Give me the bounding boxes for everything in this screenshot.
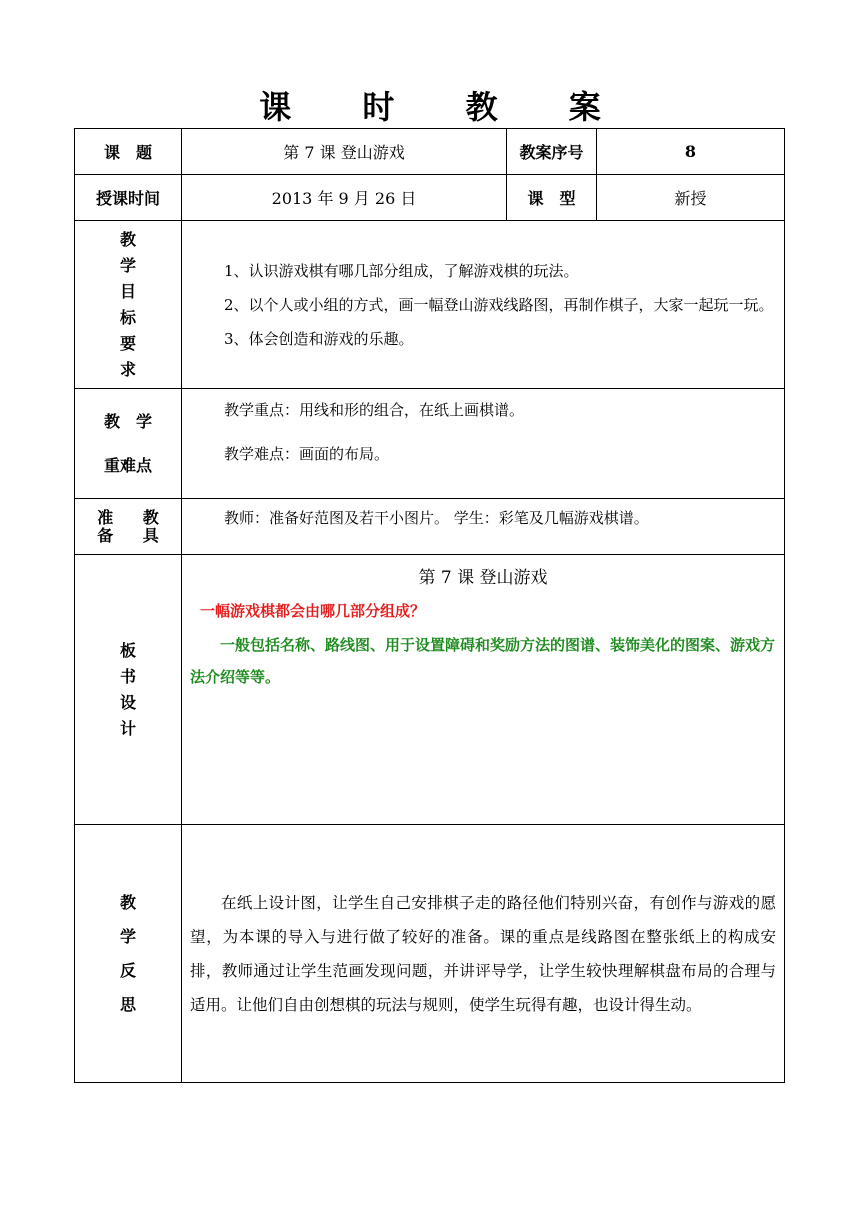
board-label-char: 计	[119, 718, 136, 738]
board-answer: 一般包括名称、路线图、用于设置障碍和奖励方法的图谱、装饰美化的图案、游戏方法介绍等等。	[190, 636, 776, 686]
topic-label: 课 题	[75, 129, 182, 175]
time-label: 授课时间	[75, 175, 182, 221]
type-label: 课 型	[507, 175, 597, 221]
focus-row	[75, 389, 785, 499]
objective-item: 1、认识游戏棋有哪几部分组成，了解游戏棋的玩法。	[224, 261, 579, 280]
board-row	[75, 555, 785, 825]
focus-label-line: 教 学	[103, 411, 152, 431]
prep-label-line: 准 教	[97, 507, 171, 527]
page-title: 课 时 教 案	[259, 88, 631, 126]
board-question: 一幅游戏棋都会由哪几部分组成？	[200, 602, 426, 620]
lesson-plan-table	[74, 128, 785, 1083]
prep-row	[75, 499, 785, 555]
time-value: 2013 年 9 月 26 日	[182, 175, 507, 221]
prep-label-line: 备 具	[97, 525, 171, 545]
board-heading: 第 7 课 登山游戏	[418, 568, 548, 588]
objectives-label-char: 学	[119, 255, 136, 275]
prep-text: 教师：准备好范图及若干小图片。 学生：彩笔及几幅游戏棋谱。	[224, 509, 649, 527]
reflection-row	[75, 825, 785, 1083]
objectives-label-char: 求	[119, 359, 136, 379]
reflection-label-char: 教	[119, 892, 136, 912]
reflection-content	[182, 825, 785, 1083]
objective-item: 3、体会创造和游戏的乐趣。	[224, 329, 414, 348]
board-content	[182, 555, 785, 825]
board-label-char: 板	[119, 640, 136, 660]
seq-value: 8	[597, 129, 785, 175]
focus-content	[182, 389, 785, 499]
topic-value: 第 7 课 登山游戏	[182, 129, 507, 175]
difficulty: 教学难点：画面的布局。	[224, 445, 390, 463]
objectives-label-char: 目	[119, 281, 136, 301]
reflection-label-char: 思	[119, 994, 136, 1014]
reflection-label-char: 学	[119, 926, 136, 946]
prep-content	[182, 499, 785, 555]
objectives-content	[182, 221, 785, 389]
focus-label	[75, 389, 182, 499]
time-row	[75, 175, 785, 221]
focus-label-line: 重难点	[103, 455, 152, 475]
objective-item: 2、以个人或小组的方式，画一幅登山游戏线路图，再制作棋子，大家一起玩一玩。	[224, 295, 774, 314]
seq-label: 教案序号	[507, 129, 597, 175]
objectives-label	[75, 221, 182, 389]
objectives-label-char: 标	[119, 307, 136, 327]
objectives-row	[75, 221, 785, 389]
reflection-label	[75, 825, 182, 1083]
reflection-label-char: 反	[119, 960, 136, 980]
reflection-text: 在纸上设计图，让学生自己安排棋子走的路径他们特别兴奋，有创作与游戏的愿望，为本课的导入与进行做了较好的准备。课的重点是线路图在整张纸上的构成安排，教师通过让学生范画发现问题，并讲评导学，让学生较快理解棋盘布局的合理与适用。让他们自由创想棋的玩法与规则，使学生玩得有趣，也设计得生动。	[190, 893, 776, 1014]
key-point: 教学重点：用线和形的组合，在纸上画棋谱。	[224, 401, 525, 419]
objectives-label-char: 教	[119, 229, 136, 249]
board-label-char: 书	[119, 666, 136, 686]
topic-row	[75, 129, 785, 175]
objectives-label-char: 要	[119, 333, 136, 353]
prep-label	[75, 499, 182, 555]
type-value: 新授	[597, 175, 785, 221]
board-label	[75, 555, 182, 825]
board-label-char: 设	[119, 692, 136, 712]
